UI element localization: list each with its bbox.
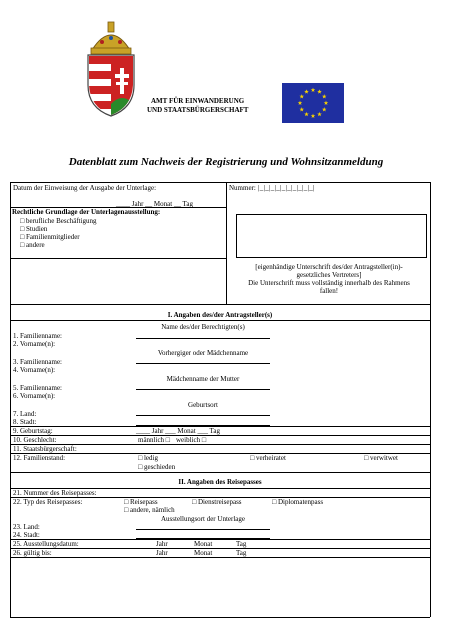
office-name-line2: UND STAATSBÜRGERSCHAFT bbox=[147, 106, 249, 114]
field-12-label: 12. Familienstand: bbox=[13, 454, 66, 462]
legal-option-studies[interactable]: □ Studien bbox=[20, 225, 48, 233]
field-24-label: 24. Stadt: bbox=[13, 531, 40, 539]
number-label: Nummer: bbox=[229, 184, 256, 192]
field-7-label: 7. Land: bbox=[13, 410, 37, 418]
legal-basis-bottom bbox=[10, 258, 226, 259]
field-6-label: 6. Vorname(n): bbox=[13, 392, 56, 400]
issue-place-heading: Ausstellungsort der Unterlage bbox=[161, 515, 245, 523]
signature-note-line1: [eigenhändige Unterschrift des/der Antragsteller(in)- bbox=[255, 263, 403, 271]
status-widowed-checkbox[interactable]: □ verwitwet bbox=[364, 454, 398, 462]
signature-note-line2: gesetzliches Vertreters] bbox=[296, 271, 362, 279]
field-4-label: 4. Vorname(n): bbox=[13, 366, 56, 374]
name-heading: Name des/der Berechtigten(s) bbox=[161, 323, 245, 331]
field-1-label: 1. Familienname: bbox=[13, 332, 62, 340]
valid-date-day[interactable]: Tag bbox=[236, 549, 247, 557]
field-23-label: 23. Land: bbox=[13, 523, 40, 531]
sex-female-checkbox[interactable]: weiblich □ bbox=[176, 436, 207, 444]
top-block-bottom bbox=[10, 304, 430, 305]
form-border-bottom bbox=[10, 617, 430, 618]
hungarian-coat-of-arms bbox=[78, 20, 144, 120]
signature-note-line4: fallen! bbox=[319, 287, 339, 295]
legal-option-employment[interactable]: □ berufliche Beschäftigung bbox=[20, 217, 97, 225]
issue-date-parts[interactable]: ____ Jahr __ Monat __ Tag bbox=[116, 200, 193, 208]
field-8-label: 8. Stadt: bbox=[13, 418, 37, 426]
field-22-label: 22. Typ des Reisepasses: bbox=[13, 498, 83, 506]
top-center-divider bbox=[226, 182, 227, 304]
signature-frame[interactable] bbox=[236, 214, 427, 258]
passport-service-checkbox[interactable]: □ Dienstreisepass bbox=[192, 498, 242, 506]
eu-flag bbox=[282, 83, 344, 123]
field-10-label: 10. Geschlecht: bbox=[13, 436, 57, 444]
legal-basis-label: Rechtliche Grundlage der Unterlagenausstellung: bbox=[12, 208, 161, 216]
number-input[interactable]: |_|_|_|_|_|_|_|_|_|_| bbox=[258, 184, 315, 192]
field-9-label: 9. Geburtstag: bbox=[13, 427, 53, 435]
field-26-label: 26. gültig bis: bbox=[13, 549, 52, 557]
issue-date-month[interactable]: Monat bbox=[194, 540, 213, 548]
passport-other-checkbox[interactable]: □ andere, nämlich bbox=[124, 506, 175, 514]
section2-title: II. Angaben des Reisepasses bbox=[178, 478, 262, 486]
valid-date-year[interactable]: Jahr bbox=[156, 549, 168, 557]
status-divorced-checkbox[interactable]: □ geschieden bbox=[138, 463, 176, 471]
issue-date-year[interactable]: Jahr bbox=[156, 540, 168, 548]
field-5-label: 5. Familienname: bbox=[13, 384, 62, 392]
field-11-label: 11. Staatsbürgerschaft: bbox=[13, 445, 77, 453]
birthplace-heading: Geburtsort bbox=[188, 401, 218, 409]
valid-date-month[interactable]: Monat bbox=[194, 549, 213, 557]
maiden-heading: Vorhergiger oder Mädchenname bbox=[157, 349, 249, 357]
office-name-line1: AMT FÜR EINWANDERUNG bbox=[151, 97, 245, 105]
status-married-checkbox[interactable]: □ verheiratet bbox=[250, 454, 286, 462]
passport-ordinary-checkbox[interactable]: □ Reisepass bbox=[124, 498, 158, 506]
issue-date-label: Datum der Einweisung der Ausgabe der Unterlage: bbox=[13, 184, 157, 192]
mother-heading: Mädchenname der Mutter bbox=[166, 375, 240, 383]
field-21-label: 21. Nummer des Reisepasses: bbox=[13, 489, 97, 497]
form-border-top bbox=[10, 182, 430, 183]
field-3-label: 3. Familienname: bbox=[13, 358, 62, 366]
form-border-left bbox=[10, 182, 11, 617]
status-single-checkbox[interactable]: □ ledig bbox=[138, 454, 158, 462]
sex-male-checkbox[interactable]: männlich □ bbox=[138, 436, 171, 444]
legal-option-family[interactable]: □ Familienmitglieder bbox=[20, 233, 80, 241]
section1-title: I. Angaben des/der Antragsteller(s) bbox=[167, 311, 273, 319]
issue-date-day[interactable]: Tag bbox=[236, 540, 247, 548]
passport-diplomatic-checkbox[interactable]: □ Diplomatenpass bbox=[272, 498, 324, 506]
document-title: Datenblatt zum Nachweis der Registrierung und Wohnsitzanmeldung bbox=[68, 156, 384, 168]
field-25-label: 25. Ausstellungsdatum: bbox=[13, 540, 79, 548]
legal-option-other[interactable]: □ andere bbox=[20, 241, 45, 249]
birth-date-input[interactable]: ____ Jahr ___ Monat ___ Tag bbox=[136, 427, 220, 435]
form-border-right bbox=[430, 182, 431, 617]
signature-note-line3: Die Unterschrift muss vollständig innerhalb des Rahmens bbox=[248, 279, 410, 287]
field-2-label: 2. Vorname(n): bbox=[13, 340, 56, 348]
